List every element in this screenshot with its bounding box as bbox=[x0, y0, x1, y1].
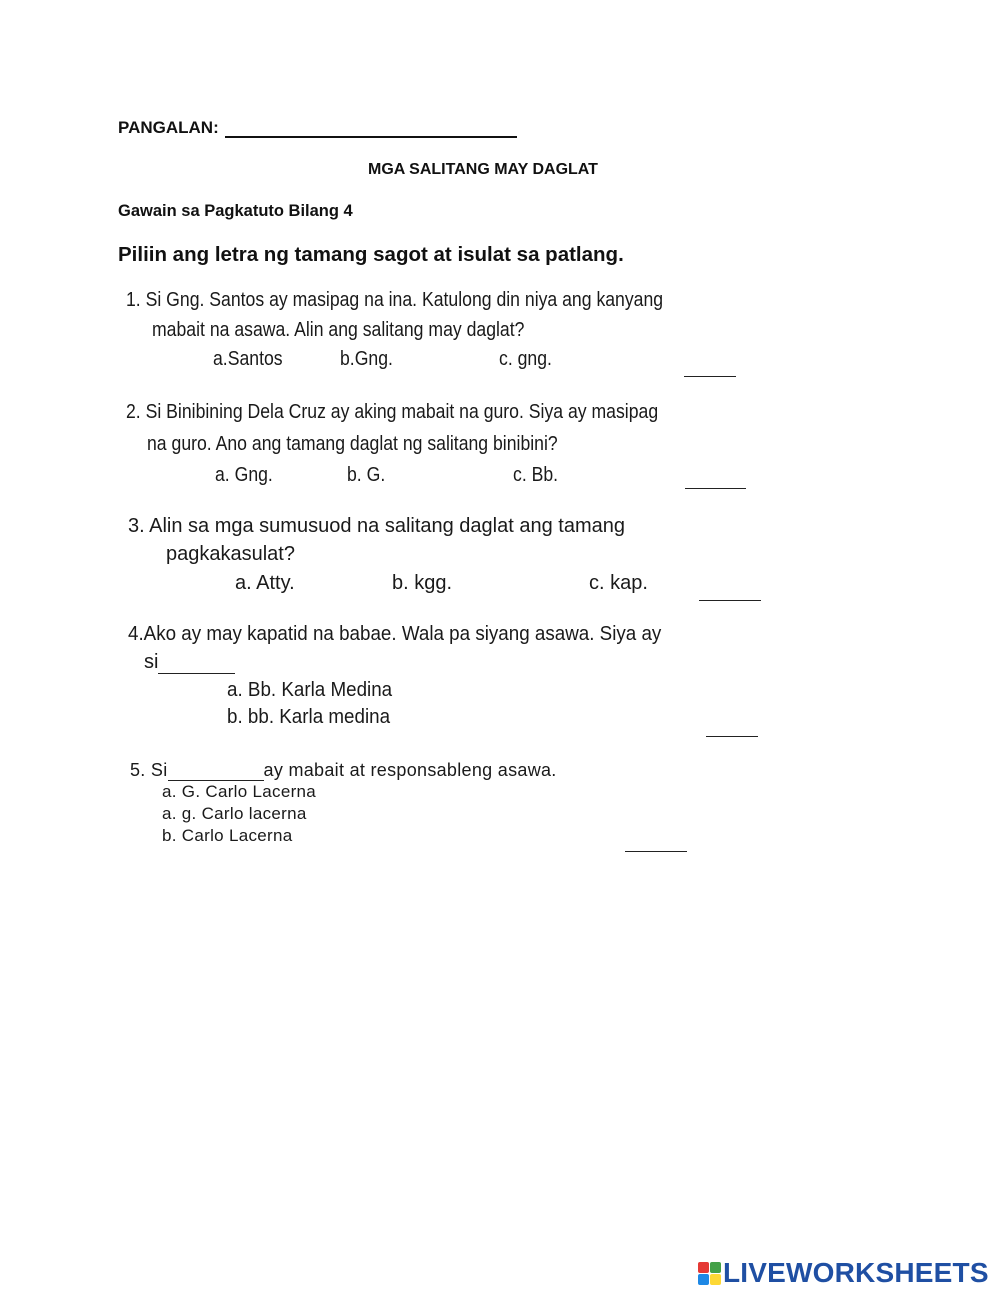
logo-text: LIVEWORKSHEETS bbox=[723, 1257, 989, 1288]
name-blank[interactable] bbox=[225, 120, 517, 138]
question-5-start: 5. Si bbox=[130, 760, 168, 780]
liveworksheets-logo bbox=[698, 1257, 989, 1289]
question-1-option-c: c. gng. bbox=[499, 347, 552, 370]
answer-blank-5[interactable] bbox=[625, 851, 687, 852]
question-3-line-2: pagkakasulat? bbox=[166, 543, 295, 565]
answer-blank-1[interactable] bbox=[684, 376, 736, 377]
instructions: Piliin ang letra ng tamang sagot at isulat sa patlang. bbox=[118, 243, 624, 266]
question-5-option-b: b. Carlo Lacerna bbox=[162, 826, 293, 845]
question-2-option-b: b. G. bbox=[347, 463, 386, 486]
name-label: PANGALAN: bbox=[118, 118, 219, 137]
question-1-option-b: b.Gng. bbox=[340, 347, 393, 370]
question-2-option-a: a. Gng. bbox=[215, 463, 273, 486]
question-4-si: si bbox=[144, 651, 159, 673]
question-2-line-1: 2. Si Binibining Dela Cruz ay aking mabait na guro. Siya ay masipag bbox=[126, 400, 659, 423]
question-5-option-a2: a. g. Carlo lacerna bbox=[162, 804, 307, 823]
question-1-line-1: 1. Si Gng. Santos ay masipag na ina. Katulong din niya ang kanyang bbox=[126, 288, 664, 311]
worksheet-subtitle: Gawain sa Pagkatuto Bilang 4 bbox=[118, 202, 353, 220]
question-4-line-2 bbox=[144, 651, 235, 674]
name-field-row bbox=[118, 118, 517, 138]
answer-blank-2[interactable] bbox=[685, 488, 746, 489]
question-5-end: ay mabait at responsableng asawa. bbox=[263, 760, 557, 780]
answer-blank-3[interactable] bbox=[699, 600, 761, 601]
question-4-option-a: a. Bb. Karla Medina bbox=[227, 679, 393, 701]
question-3-option-c: c. kap. bbox=[589, 572, 648, 594]
question-4-inline-blank bbox=[158, 655, 235, 674]
question-2-option-c: c. Bb. bbox=[513, 463, 559, 486]
question-3-option-a: a. Atty. bbox=[235, 572, 295, 594]
answer-blank-4[interactable] bbox=[706, 736, 758, 737]
question-2-line-2: na guro. Ano ang tamang daglat ng salitang binibini? bbox=[147, 432, 558, 455]
question-5-line-1 bbox=[130, 760, 557, 781]
worksheet-title: MGA SALITANG MAY DAGLAT bbox=[368, 161, 598, 178]
question-1-option-a: a.Santos bbox=[213, 347, 283, 370]
question-3-option-b: b. kgg. bbox=[392, 572, 453, 594]
question-5-inline-blank bbox=[168, 764, 264, 781]
question-4-option-b: b. bb. Karla medina bbox=[227, 706, 391, 728]
question-3-line-1: 3. Alin sa mga sumusuod na salitang daglat ang tamang bbox=[128, 515, 625, 537]
question-5-option-a: a. G. Carlo Lacerna bbox=[162, 782, 317, 801]
question-1-line-2: mabait na asawa. Alin ang salitang may daglat? bbox=[152, 318, 525, 341]
logo-blocks-icon bbox=[698, 1262, 721, 1285]
question-4-line-1: 4.Ako ay may kapatid na babae. Wala pa siyang asawa. Siya ay bbox=[128, 623, 662, 645]
